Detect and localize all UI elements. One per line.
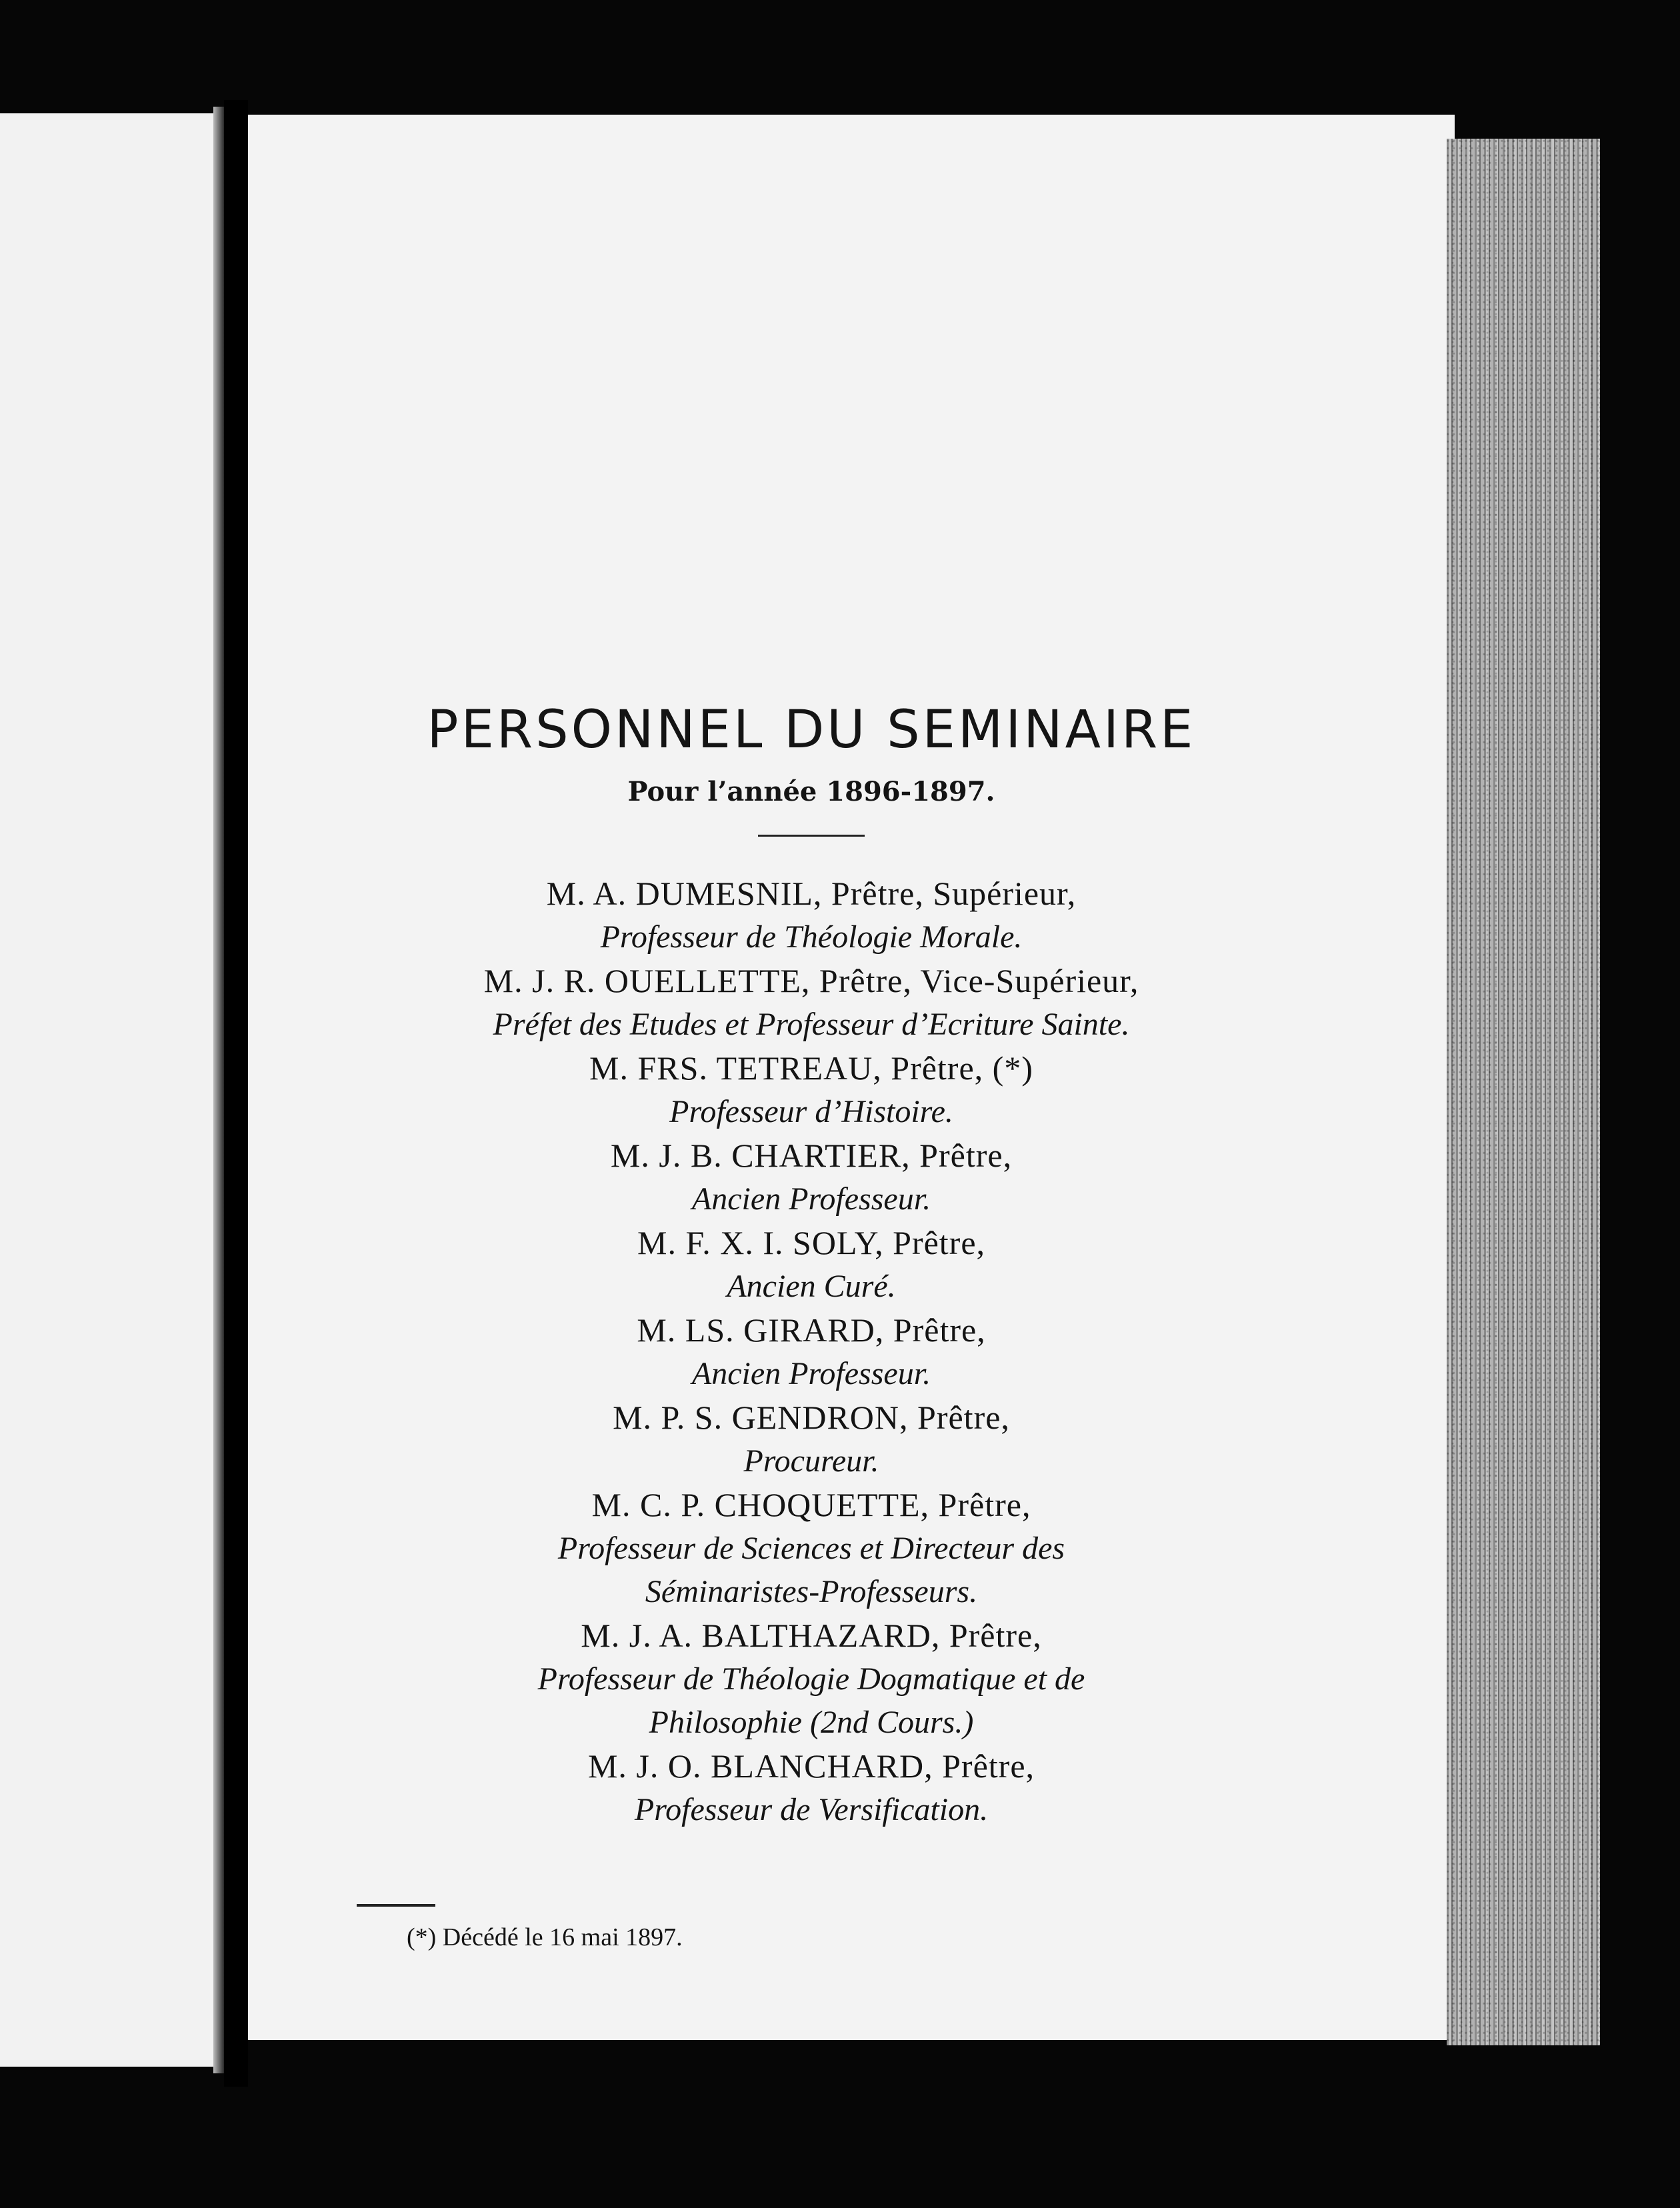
staff-entry [248,1221,1375,1308]
staff-entry [248,959,1375,1046]
staff-entry [248,1613,1375,1744]
academic-year: Pour l’année 1896-1897. [627,776,995,807]
staff-entry [248,1744,1375,1831]
staff-role: Ancien Professeur. [691,1181,931,1217]
staff-name: M. J. R. OUELLETTE, Prêtre, Vice-Supérieur, [483,962,1139,999]
page-fore-edge [1447,139,1600,2045]
footnote-rule [357,1904,435,1907]
staff-name: M. F. X. I. SOLY, Prêtre, [637,1224,986,1261]
staff-name: M. A. DUMESNIL, Prêtre, Supérieur, [546,875,1077,912]
left-page-edge [213,107,224,2073]
book-gutter [224,100,248,2087]
page-heading: PERSONNEL DU SEMINAIRE [427,700,1196,760]
staff-name: M. J. A. BALTHAZARD, Prêtre, [581,1617,1042,1654]
staff-role: Professeur de Théologie Morale. [600,919,1023,955]
staff-entry [248,1133,1375,1221]
staff-role: Professeur d’Histoire. [669,1094,953,1129]
staff-role: Préfet des Etudes et Professeur d’Ecriture Sainte. [493,1007,1130,1042]
separator-rule [758,835,865,837]
staff-role: Professeur de Versification. [634,1792,989,1827]
staff-role: Procureur. [743,1443,879,1479]
staff-entry [248,1483,1375,1613]
staff-name: M. LS. GIRARD, Prêtre, [637,1311,986,1349]
staff-name: M. J. O. BLANCHARD, Prêtre, [587,1747,1035,1785]
staff-role: Ancien Professeur. [691,1356,931,1391]
staff-entry [248,1395,1375,1483]
staff-name: M. C. P. CHOQUETTE, Prêtre, [591,1486,1031,1523]
staff-name: M. P. S. GENDRON, Prêtre, [613,1399,1010,1436]
staff-entry [248,871,1375,959]
page-content [248,693,1375,1831]
staff-role: Professeur de Sciences et Directeur des Séminaristes-Professeurs. [557,1531,1065,1609]
staff-role: Professeur de Théologie Dogmatique et de Philosophie (2nd Cours.) [537,1661,1085,1740]
staff-name: M. FRS. TETREAU, Prêtre, (*) [589,1049,1033,1087]
staff-role: Ancien Curé. [727,1269,896,1304]
staff-name: M. J. B. CHARTIER, Prêtre, [610,1137,1013,1174]
staff-entry [248,1046,1375,1133]
left-page [0,113,220,2067]
footnote: (*) Décédé le 16 mai 1897. [407,1923,683,1951]
staff-entry [248,1308,1375,1395]
